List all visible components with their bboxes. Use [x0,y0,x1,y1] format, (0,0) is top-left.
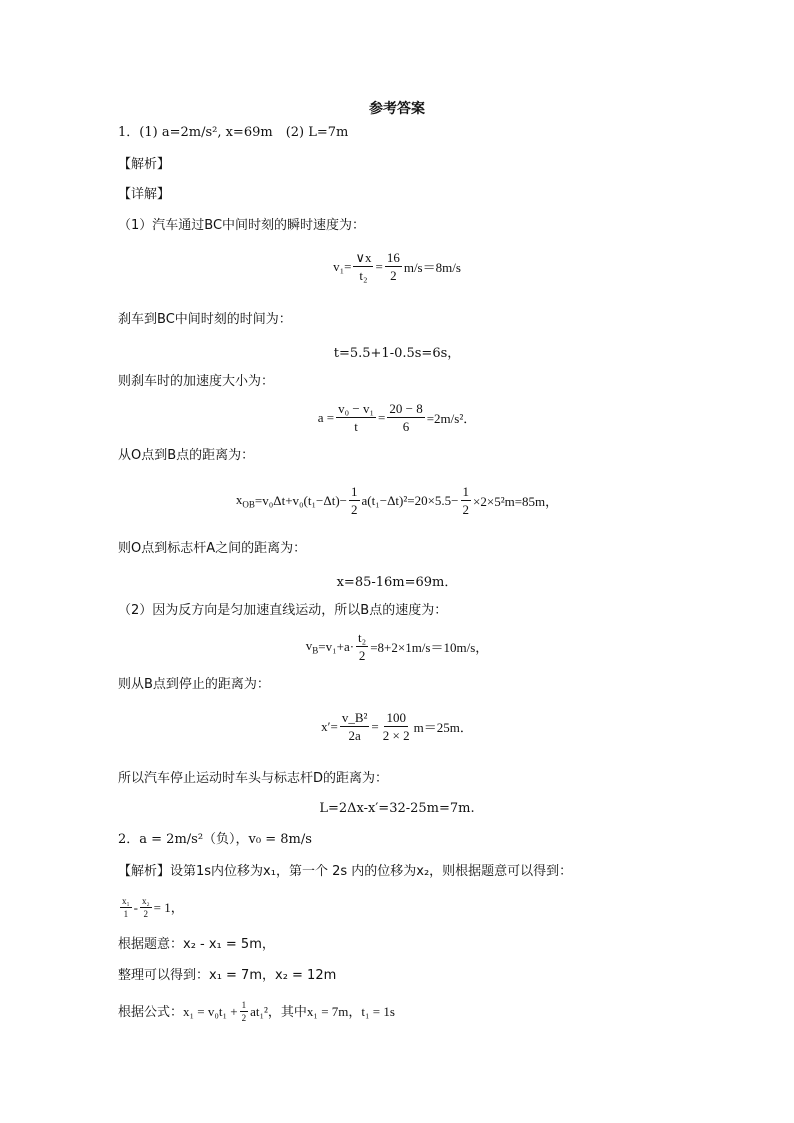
eq4-part2: =v₀Δt+v₀(t₁−Δt)− [254,492,347,508]
q1-part1-intro: （1）汽车通过BC中间时刻的瞬时速度为： [118,218,366,233]
eq1-num: ∨x [355,250,372,265]
equation-3 [0,401,794,434]
q1-p4: 从O点到B点的距离为： [118,448,255,463]
eq1-lhs: v₁= [333,258,352,274]
equation-6 [0,630,794,663]
eq1-den2: 2 [390,268,397,283]
eq3-den2: 6 [402,419,410,434]
eq4-part3: a(t₁−Δt)²=20×5.5− [361,492,459,508]
eq3-fraction-2 [387,401,424,434]
q1-analysis-label: 【解析】 [118,157,171,172]
equation-5: x=85-16m=69m． [336,575,458,590]
q1-p2: 刹车到BC中间时刻的时间为： [118,312,292,327]
q1-p3: 则刹车时的加速度大小为： [118,374,275,389]
eq3-lhs: a = [317,409,335,425]
eq3-fraction-1 [336,401,376,434]
eq1-eq: = [375,258,383,274]
q1-answer: (1) a=2m/s², x=69m (2) L=7m [139,125,349,140]
eq3-num2: 20 − 8 [389,401,423,416]
eq6-part1: $v_B$ [305,637,319,656]
eq4-part4: ×2×5²m=85m， [473,494,559,509]
q2-eq1-fraction-1: $\frac{\text{x₁}}{1}$ [122,896,130,919]
q1-answer-line [118,124,348,142]
q2-p4-fraction: $\frac{1}{2}$ [241,1000,247,1023]
eq4-fraction-1: $\frac{1}{2}$ [351,484,358,517]
eq3-eq: = [378,409,386,425]
eq7-rhs: m＝25m． [413,720,473,735]
eq1-den: t₂ [359,268,368,283]
q2-equation-1: $\frac{\text{x₁}}{1}$ - $\frac{\text{x₂}}{2}$ = 1， [122,896,184,919]
eq7-eq: = [371,718,379,734]
q2-p3: 整理可以得到：x₁ = 7m，x₂ = 12m [118,968,337,983]
q2-eq1-fraction-2: $\frac{\text{x₂}}{2}$ [141,896,150,919]
equation-8: L=2Δx-x′=32-25m=7m. [319,801,475,816]
equation-7 [0,710,794,743]
q1-p6: （2）因为反方向是匀加速直线运动，所以B点的速度为： [118,603,448,618]
q2-p4: 根据公式：x₁ = v₀t₁ + $\frac{1}{2}$ at₁²，其中x₁ = 7m，t₁ = 1s [118,1000,395,1023]
equation-2: t=5.5+1-0.5s=6s， [333,346,461,361]
eq7-fraction-2: $\frac{100}{2 \times 2}$ [382,710,410,743]
page-title: 参考答案 [369,101,425,117]
q1-detail-label: 【详解】 [118,187,171,202]
eq1-num2: 16 [386,250,400,265]
q1-p5: 则O点到标志杆A之间的距离为： [118,541,307,556]
eq3-rhs: =2m/s²． [426,411,477,426]
equation-1 [0,250,794,283]
eq7-lhs: x′= [321,718,338,734]
eq1-fraction-2 [385,250,402,283]
eq1-fraction-1 [353,250,373,283]
eq4-part1: $x_{OB}$ [235,491,255,510]
eq1-rhs: m/s＝8m/s [403,260,461,275]
q2-p2: 根据题意：x₂ - x₁ = 5m， [118,937,275,952]
eq7-fraction-1: $\frac{\text{v\_B²}}{2a}$ [341,710,368,743]
q2-answer: 2．a = 2m/s²（负），v₀ = 8m/s [118,832,312,847]
q1-p7: 则从B点到停止的距离为： [118,677,270,692]
equation-4 [0,484,794,517]
q1-number: 1． [118,125,140,140]
eq3-num: v₀ − v₁ [338,401,375,416]
q2-analysis: 【解析】设第1s内位移为x₁，第一个 2s 内的位移为x₂，则根据题意可以得到： [118,864,573,879]
eq6-part3: =8+2×1m/s＝10m/s， [370,640,489,655]
q1-p8: 所以汽车停止运动时车头与标志杆D的距离为： [118,771,389,786]
eq6-fraction: $\frac{\text{t₂}}{2}$ [358,630,367,663]
eq4-fraction-2: $\frac{1}{2}$ [462,484,470,517]
eq6-part2: =v₁+a· [318,638,355,654]
eq3-den: t [354,419,358,434]
